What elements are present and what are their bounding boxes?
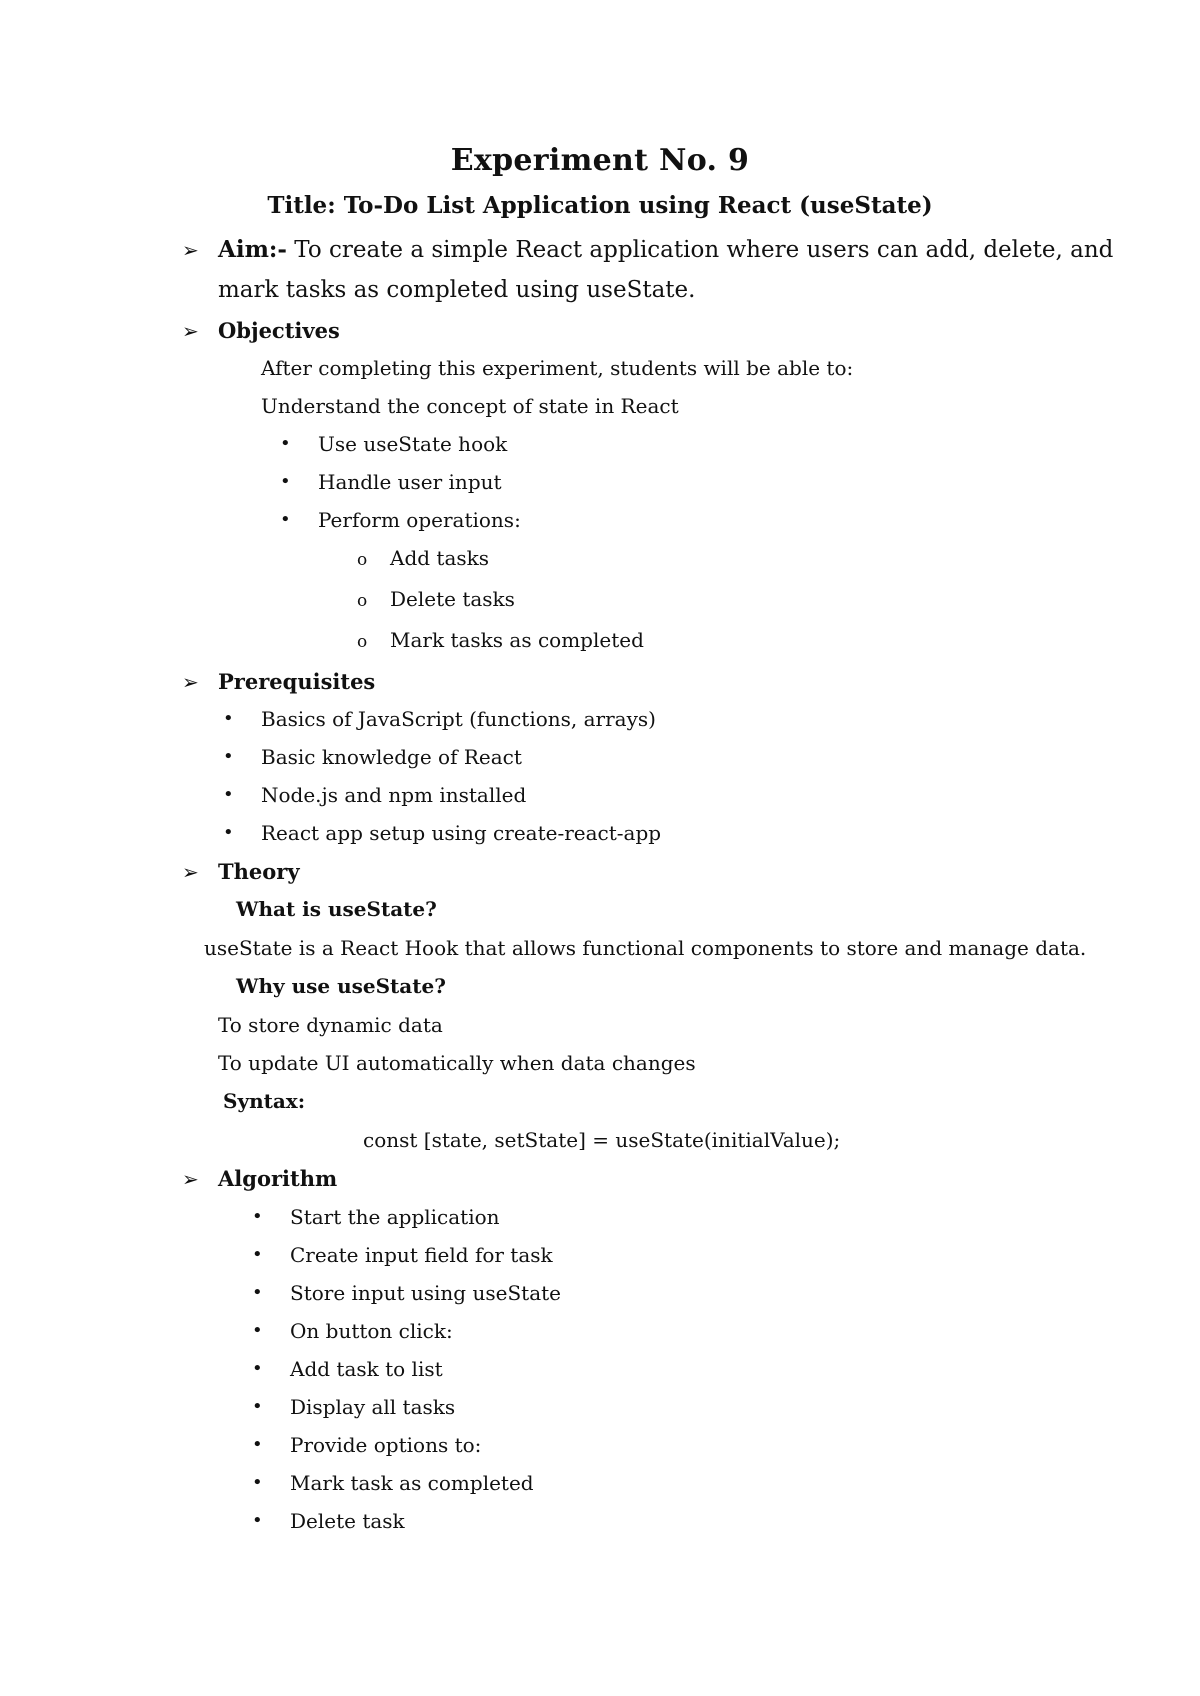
bullet-icon: • xyxy=(223,746,234,767)
arrow-bullet-icon: ➢ xyxy=(182,860,199,884)
prerequisites-item: React app setup using create-react-app xyxy=(261,821,662,845)
bullet-icon: • xyxy=(252,1434,263,1455)
objectives-item: Use useState hook xyxy=(318,432,508,456)
bullet-icon: • xyxy=(252,1510,263,1531)
arrow-bullet-icon: ➢ xyxy=(182,1167,199,1191)
arrow-bullet-icon: ➢ xyxy=(182,238,199,262)
theory-answer-1: useState is a React Hook that allows functional components to store and manage data. xyxy=(204,936,1087,960)
bullet-icon: • xyxy=(223,784,234,805)
algorithm-item: Display all tasks xyxy=(290,1395,456,1419)
aim-line-2: mark tasks as completed using useState. xyxy=(218,277,696,303)
objectives-item: Perform operations: xyxy=(318,508,521,532)
bullet-icon: • xyxy=(252,1358,263,1379)
objectives-item: Handle user input xyxy=(318,470,502,494)
sub-bullet-icon: o xyxy=(357,632,368,652)
bullet-icon: • xyxy=(252,1282,263,1303)
algorithm-item: Create input field for task xyxy=(290,1243,553,1267)
objectives-sub-item: Delete tasks xyxy=(390,587,515,611)
algorithm-item: On button click: xyxy=(290,1319,453,1343)
objectives-heading: Objectives xyxy=(218,318,340,343)
algorithm-item: Start the application xyxy=(290,1205,500,1229)
bullet-icon: • xyxy=(252,1396,263,1417)
bullet-icon: • xyxy=(223,822,234,843)
algorithm-item: Delete task xyxy=(290,1509,405,1533)
objectives-sub-item: Add tasks xyxy=(390,546,490,570)
aim-text-1: To create a simple React application where users can add, delete, and xyxy=(286,237,1114,263)
bullet-icon: • xyxy=(280,471,291,492)
prerequisites-heading: Prerequisites xyxy=(218,669,376,694)
prerequisites-item: Basics of JavaScript (functions, arrays) xyxy=(261,707,656,731)
objectives-line-2: Understand the concept of state in React xyxy=(261,394,679,418)
theory-heading: Theory xyxy=(218,859,300,884)
bullet-icon: • xyxy=(252,1206,263,1227)
algorithm-item: Provide options to: xyxy=(290,1433,482,1457)
prerequisites-item: Basic knowledge of React xyxy=(261,745,522,769)
aim-line-1 xyxy=(218,238,1113,262)
prerequisites-item: Node.js and npm installed xyxy=(261,783,527,807)
syntax-code: const [state, setState] = useState(initialValue); xyxy=(363,1128,841,1152)
algorithm-item: Store input using useState xyxy=(290,1281,561,1305)
arrow-bullet-icon: ➢ xyxy=(182,319,199,343)
theory-question-1: What is useState? xyxy=(236,897,437,921)
bullet-icon: • xyxy=(280,509,291,530)
bullet-icon: • xyxy=(252,1320,263,1341)
objectives-sub-item: Mark tasks as completed xyxy=(390,628,644,652)
algorithm-item: Add task to list xyxy=(290,1357,443,1381)
theory-why-2: To update UI automatically when data changes xyxy=(218,1051,696,1075)
algorithm-heading: Algorithm xyxy=(218,1166,338,1191)
theory-question-2: Why use useState? xyxy=(236,974,446,998)
sub-bullet-icon: o xyxy=(357,550,368,570)
aim-label: Aim:- xyxy=(218,236,287,263)
arrow-bullet-icon: ➢ xyxy=(182,670,199,694)
algorithm-item: Mark task as completed xyxy=(290,1471,534,1495)
objectives-intro: After completing this experiment, students will be able to: xyxy=(261,356,854,380)
page-subtitle: Title: To-Do List Application using React (useState) xyxy=(267,192,933,219)
sub-bullet-icon: o xyxy=(357,591,368,611)
bullet-icon: • xyxy=(280,433,291,454)
page-title: Experiment No. 9 xyxy=(450,143,750,178)
bullet-icon: • xyxy=(252,1472,263,1493)
bullet-icon: • xyxy=(252,1244,263,1265)
syntax-label: Syntax: xyxy=(223,1089,306,1113)
bullet-icon: • xyxy=(223,708,234,729)
theory-why-1: To store dynamic data xyxy=(218,1013,443,1037)
